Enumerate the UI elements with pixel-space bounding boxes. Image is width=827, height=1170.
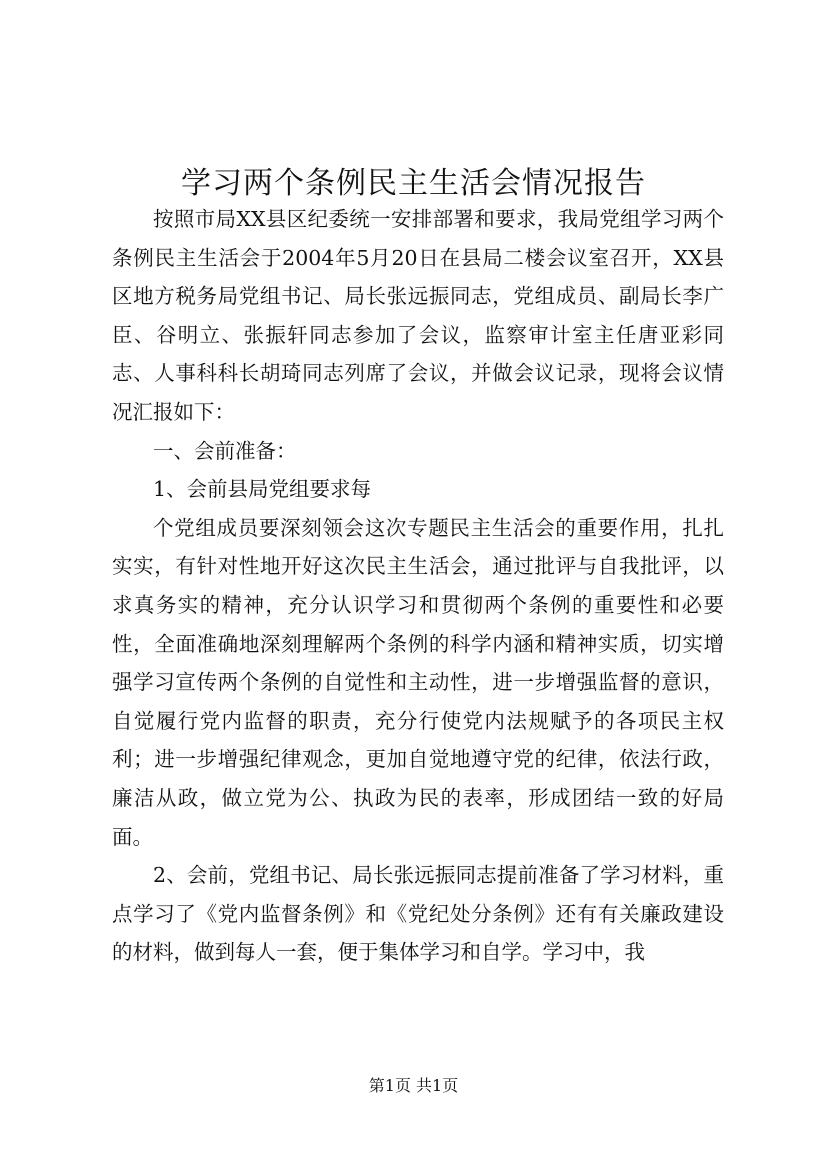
- document-title: 学习两个条例民主生活会情况报告: [181, 166, 646, 202]
- section-heading-preparation: 一、会前准备：: [153, 438, 297, 463]
- paragraph-item-1-continued: 个党组成员要深刻领会这次专题民主生活会的重要作用，扎扎实实，有针对性地开好这次民主生活会，通过批评与自我批评，以求真务实的精神，充分认识学习和贯彻两个条例的重要性和必要性，全面准确地深刻理解两个条例的科学内涵和精神实质，切实增强学习宣传两个条例的自觉性和主动性，进一步增强监督的意识，自觉履行党内监督的职责，充分行使党内法规赋予的各项民主权利；进一步增强纪律观念，更加自觉地遵守党的纪律，依法行政，廉洁从政，做立党为公、执政为民的表率，形成团结一致的好局面。: [112, 515, 724, 849]
- paragraph-item-2: 2、会前，党组书记、局长张远振同志提前准备了学习材料，重点学习了《党内监督条例》和《党纪处分条例》还有有关廉政建设的材料，做到每人一套，便于集体学习和自学。学习中，我: [112, 863, 724, 965]
- paragraph-item-1: 1、会前县局党组要求每: [153, 477, 372, 502]
- document-body: [112, 200, 724, 972]
- paragraph-intro: 按照市局XX县区纪委统一安排部署和要求，我局党组学习两个条例民主生活会于2004年5月20日在县局二楼会议室召开，XX县区地方税务局党组书记、局长张远振同志，党组成员、副局长李广臣、谷明立、张振轩同志参加了会议，监察审计室主任唐亚彩同志、人事科科长胡琦同志列席了会议，并做会议记录，现将会议情况汇报如下：: [112, 207, 724, 424]
- page-footer: 第1页 共1页: [368, 1076, 459, 1095]
